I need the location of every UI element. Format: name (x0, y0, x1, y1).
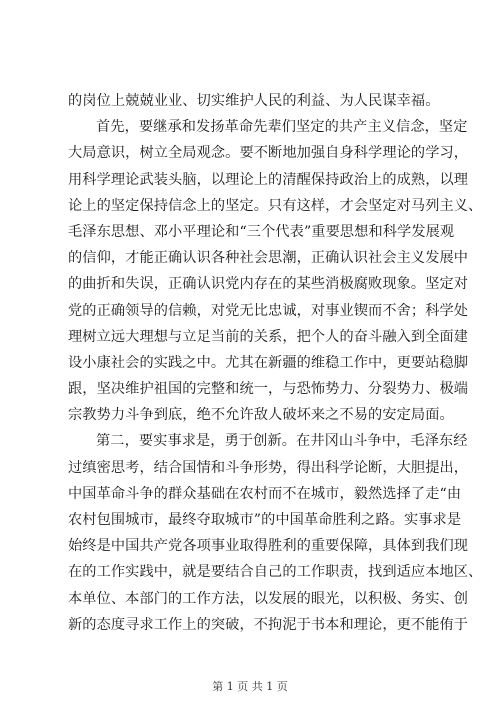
text-line: 新的态度寻求工作上的突破，不拘泥于书本和理论，更不能侑于 (68, 616, 469, 633)
page-number-footer: 第 1 页 共 1 页 (212, 680, 288, 693)
text-line: 设小康社会的实践之中。尤其在新疆的维稳工作中，更要站稳脚 (68, 354, 469, 371)
text-line: 党的正确领导的信赖，对党无比忠诚，对事业锲而不舍；科学处 (68, 302, 469, 319)
text-line: 过缜密思考，结合国情和斗争形势，得出科学论断，大胆提出， (68, 459, 469, 476)
text-line: 的曲折和失误，正确认识党内存在的某些消极腐败现象。坚定对 (68, 276, 469, 293)
text-line: 本单位、本部门的工作方法，以发展的眼光，以积极、务实、创 (68, 590, 469, 607)
text-line: 在的工作实践中，就是要结合自己的工作职责，找到适应本地区、 (68, 564, 483, 581)
text-line: 农村包围城市，最终夺取城市”的中国革命胜利之路。实事求是 (68, 512, 462, 528)
paragraph-start-line: 首先，要继承和发扬革命先辈们坚定的共产主义信念，坚定 (96, 119, 468, 136)
text-line: 理树立远大理想与立足当前的关系，把个人的奋斗融入到全面建 (68, 328, 469, 345)
text-line: 的岗位上兢兢业业、切实维护人民的利益、为人民谋幸福。 (68, 93, 440, 109)
text-line: 始终是中国共产党各项事业取得胜利的重要保障，具体到我们现 (68, 538, 469, 555)
text-line: 中国革命斗争的群众基础在农村而不在城市，毅然选择了走“由 (68, 485, 462, 502)
text-line: 大局意识，树立全局观念。要不断地加强自身科学理论的学习， (68, 145, 469, 162)
text-line: 毛泽东思想、邓小平理论和“三个代表”重要思想和科学发展观 (68, 223, 455, 240)
text-line: 的信仰，才能正确认识各种社会思潮，正确认识社会主义发展中 (68, 250, 469, 267)
text-line: 跟，坚决维护祖国的完整和统一，与恐怖势力、分裂势力、极端 (68, 381, 469, 398)
paragraph-start-line: 第二，要实事求是，勇于创新。在井冈山斗争中，毛泽东经 (96, 433, 468, 450)
text-line: 论上的坚定保持信念上的坚定。只有这样，才会坚定对马列主义、 (68, 197, 483, 214)
text-line: 用科学理论武装头脑，以理论上的清醒保持政治上的成熟，以理 (68, 171, 469, 188)
text-line: 宗教势力斗争到底，绝不允许敌人破坏来之不易的安定局面。 (68, 407, 454, 424)
document-body (68, 88, 483, 638)
